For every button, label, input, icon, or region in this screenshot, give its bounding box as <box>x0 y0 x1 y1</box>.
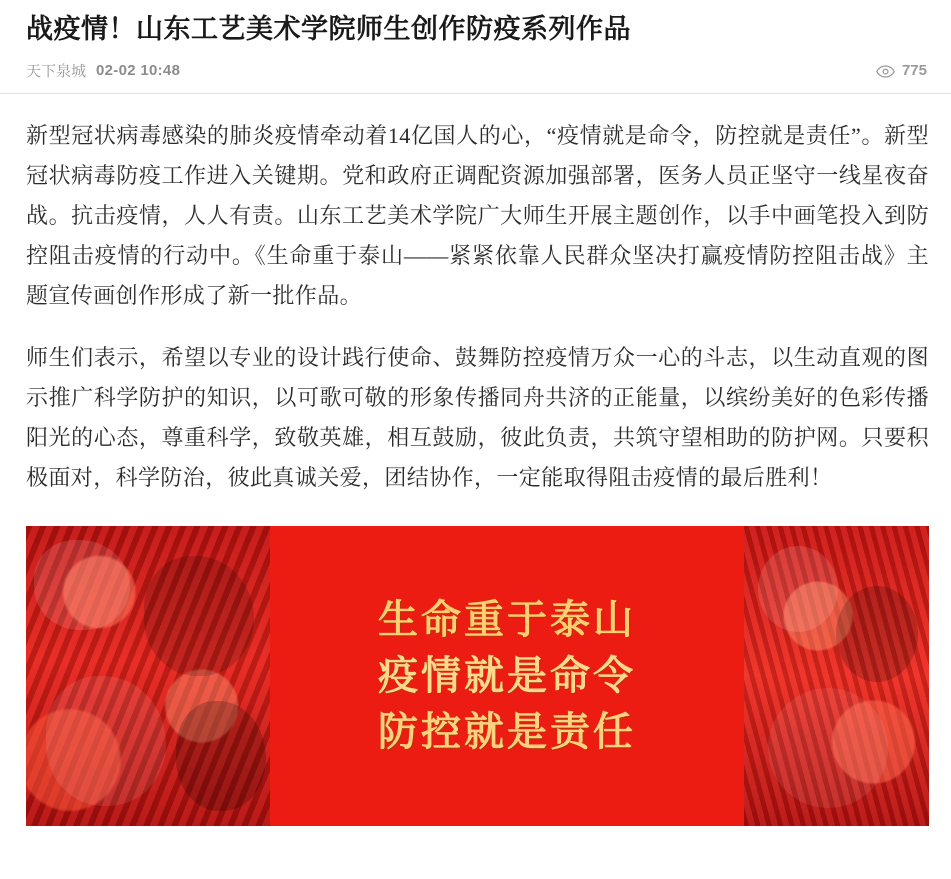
collage-shape <box>836 586 918 682</box>
poster-slogan-line-1: 生命重于泰山 <box>378 598 636 642</box>
collage-shape <box>144 556 254 676</box>
article-body <box>0 94 951 498</box>
poster-left-collage <box>26 526 270 826</box>
article-date: 02-02 10:48 <box>96 62 181 79</box>
view-count-group <box>876 62 927 79</box>
article-paragraph: 新型冠状病毒感染的肺炎疫情牵动着14亿国人的心，“疫情就是命令，防控就是责任”。新型冠状病毒防疫工作进入关键期。党和政府正调配资源加强部署，医务人员正坚守一线星夜奋战。抗击疫情，人人有责。山东工艺美术学院广大师生开展主题创作，以手中画笔投入到防控阻击疫情的行动中。《生命重于泰山——紧紧依靠人民群众坚决打赢疫情防控阻击战》主题宣传画创作形成了新一批作品。 <box>26 123 929 308</box>
collage-shape <box>768 688 888 808</box>
view-count: 775 <box>901 62 927 79</box>
poster-image <box>26 526 929 826</box>
collage-shape <box>34 540 130 630</box>
poster-slogan-panel <box>270 526 744 826</box>
collage-shape <box>176 701 266 811</box>
collage-shape <box>758 546 838 632</box>
article-meta <box>0 46 951 81</box>
article-paragraph: 师生们表示，希望以专业的设计践行使命、鼓舞防控疫情万众一心的斗志，以生动直观的图示推广科学防护的知识，以可歌可敬的形象传播同舟共济的正能量，以缤纷美好的色彩传播阳光的心态，尊重科学，致敬英雄，相互鼓励，彼此负责，共筑守望相助的防护网。只要积极面对，科学防治，彼此真诚关爱，团结协作，一定能取得阻击疫情的最后胜利！ <box>26 345 929 490</box>
poster-right-collage <box>744 526 929 826</box>
page-title: 战疫情！山东工艺美术学院师生创作防疫系列作品 <box>26 14 631 44</box>
article-source: 天下泉城 <box>26 63 87 80</box>
collage-shape <box>46 676 166 806</box>
poster-slogan-line-2: 疫情就是命令 <box>378 654 636 698</box>
poster-slogan-line-3: 防控就是责任 <box>378 710 636 754</box>
eye-icon <box>876 65 895 78</box>
article-figure <box>0 498 951 826</box>
